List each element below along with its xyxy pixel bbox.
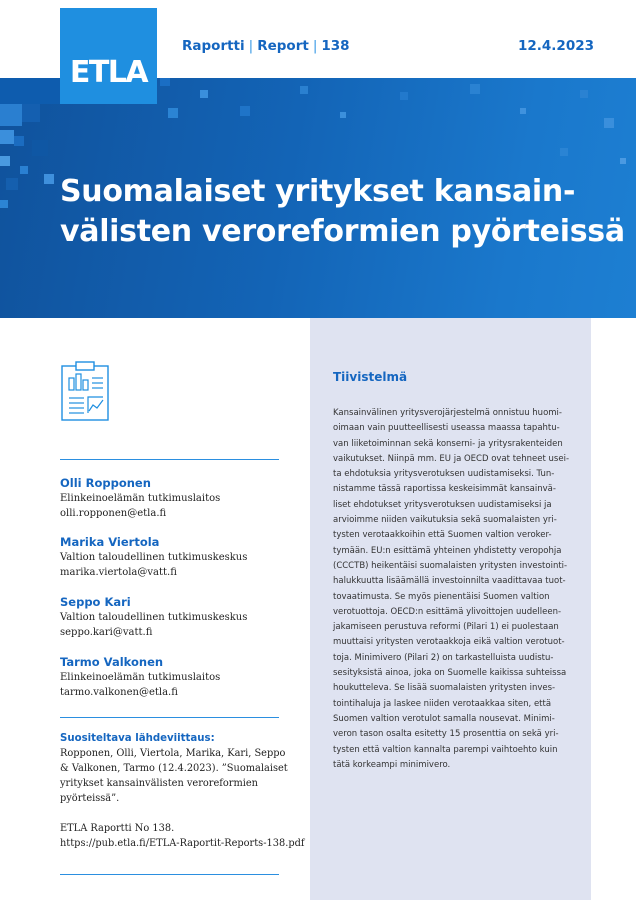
summary-line: tymään. EU:n esittämä yhteinen yhdistetty veropohja: [333, 545, 562, 556]
summary-line: ta ehdotuksia yritysverotuksen uudistamiseksi. Tun-: [333, 469, 555, 480]
summary-line: halukkuutta lisäämällä investoinnilta vaadittavaa tuot-: [333, 576, 566, 587]
citation-line: pyörteissä”.: [60, 793, 120, 804]
summary-line: van liiketoiminnan sekä konserni- ja yritysrakenteiden: [333, 438, 563, 449]
summary-heading: Tiivistelmä: [333, 370, 408, 384]
summary-line: toja. Minimivero (Pilari 2) on tarkastelluista uudistu-: [333, 652, 554, 663]
report-url[interactable]: https://pub.etla.fi/ETLA-Raportit-Reports-138.pdf: [60, 838, 305, 849]
summary-line: vaikutukset. Niinpä mm. EU ja OECD ovat tehneet usei-: [333, 453, 570, 464]
logo-text: ETLA: [69, 55, 148, 90]
author-org: Elinkeinoelämän tutkimuslaitos: [60, 672, 221, 683]
summary-line: sesityksistä ainoa, joka on Suomelle kaikissa suhteissa: [333, 668, 567, 679]
author-name: Tarmo Valkonen: [60, 655, 164, 669]
summary-line: verotuottoja. OECD:n esittämä ylivoittojen uudelleen-: [333, 606, 562, 617]
etla-logo: [60, 8, 157, 104]
author-name: Marika Viertola: [60, 535, 160, 549]
summary-text: [333, 406, 577, 773]
summary-line: arvioimme niiden vaikutuksia sekä suomalaisten yri-: [333, 515, 557, 526]
title-line: Suomalaiset yritykset kansain-: [60, 174, 576, 209]
summary-line: tysten että valtion kannalta parempi vaihtoehto kuin: [333, 744, 558, 755]
author-email[interactable]: marika.viertola@vatt.fi: [60, 567, 177, 578]
summary-line: tätä korkeampi minimivero.: [333, 759, 451, 770]
summary-line: houkutteleva. Se lisää suomalaisten yritysten inves-: [333, 683, 556, 694]
author-block: [60, 475, 290, 521]
author-block: [60, 534, 290, 580]
report-number: 138: [321, 38, 350, 54]
summary-line: tysten verotaakkoihin että Suomen valtion veroker-: [333, 530, 552, 541]
summary-line: (CCCTB) heikentäisi suomalaisten yritysten investointi-: [333, 560, 568, 571]
summary-line: nistamme tässä raportissa keskeisimmät kansainvä-: [333, 484, 556, 495]
report-date: 12.4.2023: [517, 38, 594, 54]
page-title: [60, 172, 625, 252]
divider: [60, 717, 279, 718]
separator: |: [312, 38, 318, 54]
citation-title: Suositeltava lähdeviittaus:: [60, 733, 215, 744]
citation-line: yritykset kansainvälisten veroreformien: [60, 778, 258, 789]
author-org: Valtion taloudellinen tutkimuskeskus: [60, 552, 248, 563]
report-chart-icon: [60, 360, 112, 422]
summary-line: tointihaluja ja laskee niiden verotaakkaa siten, että: [333, 698, 552, 709]
citation-block: [60, 731, 305, 851]
author-email[interactable]: seppo.kari@vatt.fi: [60, 627, 153, 638]
summary-line: Suomen valtion verotulot samalla nousevat. Minimi-: [333, 713, 555, 724]
author-block: [60, 654, 290, 700]
citation-line: Ropponen, Olli, Viertola, Marika, Kari, Seppo: [60, 748, 286, 759]
summary-line: oimaan vain puutteellisesti useassa maassa tapahtu-: [333, 423, 560, 434]
author-block: [60, 594, 290, 640]
author-name: Olli Ropponen: [60, 476, 151, 490]
summary-line: jakamiseen perustuva reformi (Pilari 1) ei puolestaan: [333, 622, 559, 633]
summary-panel: [310, 318, 591, 900]
citation-line: & Valkonen, Tarmo (12.4.2023). ”Suomalaiset: [60, 763, 288, 774]
separator: |: [248, 38, 254, 54]
summary-line: tovaatimusta. Se myös pienentäisi Suomen valtion: [333, 591, 550, 602]
citation-text: [60, 746, 300, 806]
divider: [60, 459, 279, 460]
series-en: Report: [257, 38, 309, 54]
summary-line: liset ehdotukset yritysverotuksen uudistamiseksi ja: [333, 499, 552, 510]
report-series: [182, 38, 350, 54]
title-line: välisten veroreformien pyörteissä: [60, 214, 625, 249]
summary-line: muuttaisi yritysten verotaakkoja eikä valtion verotuot-: [333, 637, 565, 648]
divider: [60, 874, 279, 875]
author-email[interactable]: olli.ropponen@etla.fi: [60, 508, 167, 519]
author-org: Valtion taloudellinen tutkimuskeskus: [60, 612, 248, 623]
author-email[interactable]: tarmo.valkonen@etla.fi: [60, 687, 178, 698]
summary-line: Kansainvälinen yritysverojärjestelmä onnistuu huomi-: [333, 408, 562, 418]
citation-reference: [60, 821, 305, 851]
author-name: Seppo Kari: [60, 595, 131, 609]
series-fi: Raportti: [182, 38, 245, 54]
author-org: Elinkeinoelämän tutkimuslaitos: [60, 493, 221, 504]
report-reference: ETLA Raportti No 138.: [60, 823, 175, 834]
summary-line: veron tason osalta esitetty 15 prosenttia on sekä yri-: [333, 729, 559, 740]
